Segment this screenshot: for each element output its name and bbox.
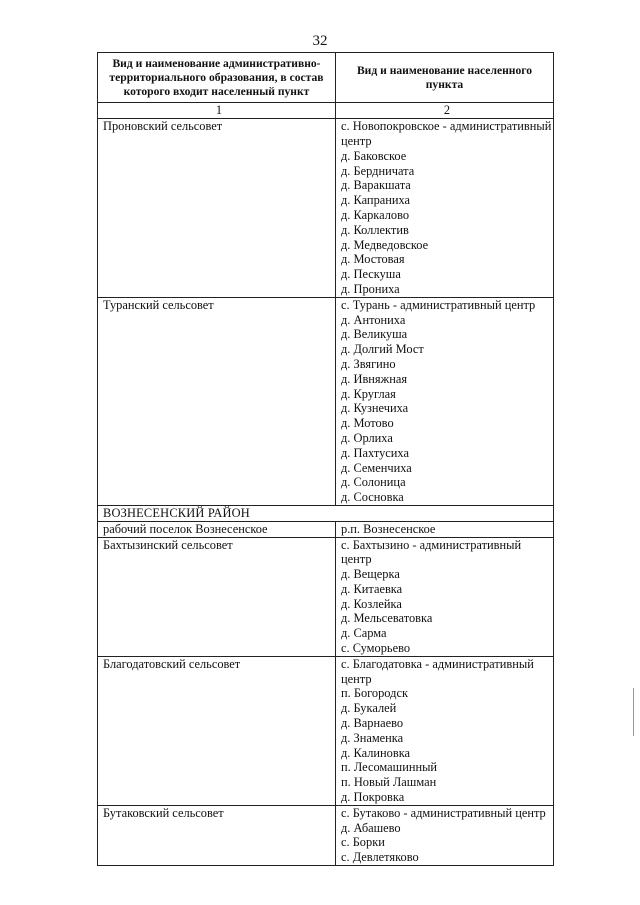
settlement-item: д. Ивняжная [341, 371, 408, 386]
settlement-item: п. Лесомашинный [341, 760, 438, 775]
settlement-item: д. Сарма [341, 626, 387, 641]
table-row [98, 805, 554, 865]
settlement-item: д. Калиновка [341, 745, 411, 760]
territory-cell: Благодатовский сельсовет [98, 656, 336, 805]
column-number-1: 1 [98, 103, 336, 119]
settlement-item: д. Семенчиха [341, 460, 412, 475]
settlement-item: с. Девлетяково [341, 850, 419, 865]
settlement-item: с. Турань - административный центр [341, 297, 536, 312]
territory-cell: Туранский сельсовет [98, 297, 336, 505]
settlement-item: д. Мотово [341, 416, 394, 431]
territory-cell: Бутаковский сельсовет [98, 805, 336, 865]
table-row [98, 537, 554, 656]
table-row [98, 297, 554, 505]
settlement-item: д. Великуша [341, 327, 408, 342]
settlement-item: д. Капраниха [341, 193, 411, 208]
settlement-cell [336, 521, 554, 537]
settlement-item: д. Баковское [341, 148, 407, 163]
settlement-item: с. Борки [341, 835, 385, 850]
settlement-item: п. Новый Лашман [341, 775, 437, 790]
settlement-item: д. Круглая [341, 386, 396, 401]
district-row [98, 505, 554, 521]
settlement-item: д. Коллектив [341, 222, 409, 237]
district-name: ВОЗНЕСЕНСКИЙ РАЙОН [98, 505, 554, 521]
settlement-item: с. Бахтызино - административный центр [341, 537, 522, 567]
table-row [98, 119, 554, 298]
column-number-2: 2 [336, 103, 554, 119]
settlement-item: с. Суморьево [341, 641, 411, 656]
settlement-cell [336, 537, 554, 656]
settlement-item: д. Абашево [341, 820, 401, 835]
settlement-item: д. Козлейка [341, 596, 402, 611]
settlement-item: д. Вещерка [341, 567, 400, 582]
settlement-item: д. Прониха [341, 281, 400, 296]
settlement-item: д. Долгий Мост [341, 342, 424, 357]
table-body [98, 119, 554, 866]
settlement-cell [336, 656, 554, 805]
page-number: 32 [312, 33, 328, 49]
table-row [98, 656, 554, 805]
settlement-item: д. Китаевка [341, 581, 403, 596]
settlement-item: д. Бердничата [341, 163, 415, 178]
column-header-settlement: Вид и наименование населенного пункта [336, 53, 554, 103]
settlement-item: с. Благодатовка - административный центр [341, 656, 534, 686]
settlement-item: д. Каркалово [341, 207, 410, 222]
settlement-item: д. Покровка [341, 790, 405, 805]
settlement-item: д. Медведовское [341, 237, 429, 252]
settlement-item: д. Сосновка [341, 490, 404, 505]
settlements-table [97, 52, 554, 866]
territory-cell: рабочий поселок Вознесенское [98, 521, 336, 537]
table-row [98, 521, 554, 537]
settlement-item: д. Букалей [341, 701, 397, 716]
settlement-cell [336, 297, 554, 505]
settlement-item: д. Солоница [341, 475, 406, 490]
settlement-item: с. Бутаково - административный центр [341, 805, 546, 820]
settlement-cell [336, 119, 554, 298]
settlement-item: д. Пескуша [341, 267, 401, 282]
settlement-item: д. Варакшата [341, 178, 411, 193]
scan-edge-mark [633, 688, 635, 736]
settlement-item: д. Кузнечиха [341, 401, 409, 416]
territory-cell: Проновский сельсовет [98, 119, 336, 298]
settlement-item: д. Варнаево [341, 716, 404, 731]
settlement-cell [336, 805, 554, 865]
settlement-item: д. Мостовая [341, 252, 405, 267]
settlement-item: д. Звягино [341, 356, 396, 371]
settlement-item: д. Орлиха [341, 430, 393, 445]
settlement-item: д. Пахтусиха [341, 445, 409, 460]
column-header-territory: Вид и наименование административно-территориального образования, в состав которого входит населенный пункт [98, 53, 336, 103]
settlement-item: д. Антониха [341, 312, 406, 327]
settlement-item: п. Богородск [341, 686, 408, 701]
settlement-item: р.п. Вознесенское [341, 521, 436, 536]
settlement-item: д. Мельсеватовка [341, 611, 433, 626]
settlement-item: д. Знаменка [341, 730, 404, 745]
territory-cell: Бахтызинский сельсовет [98, 537, 336, 656]
settlement-item: с. Новопокровское - административный центр [341, 119, 552, 148]
